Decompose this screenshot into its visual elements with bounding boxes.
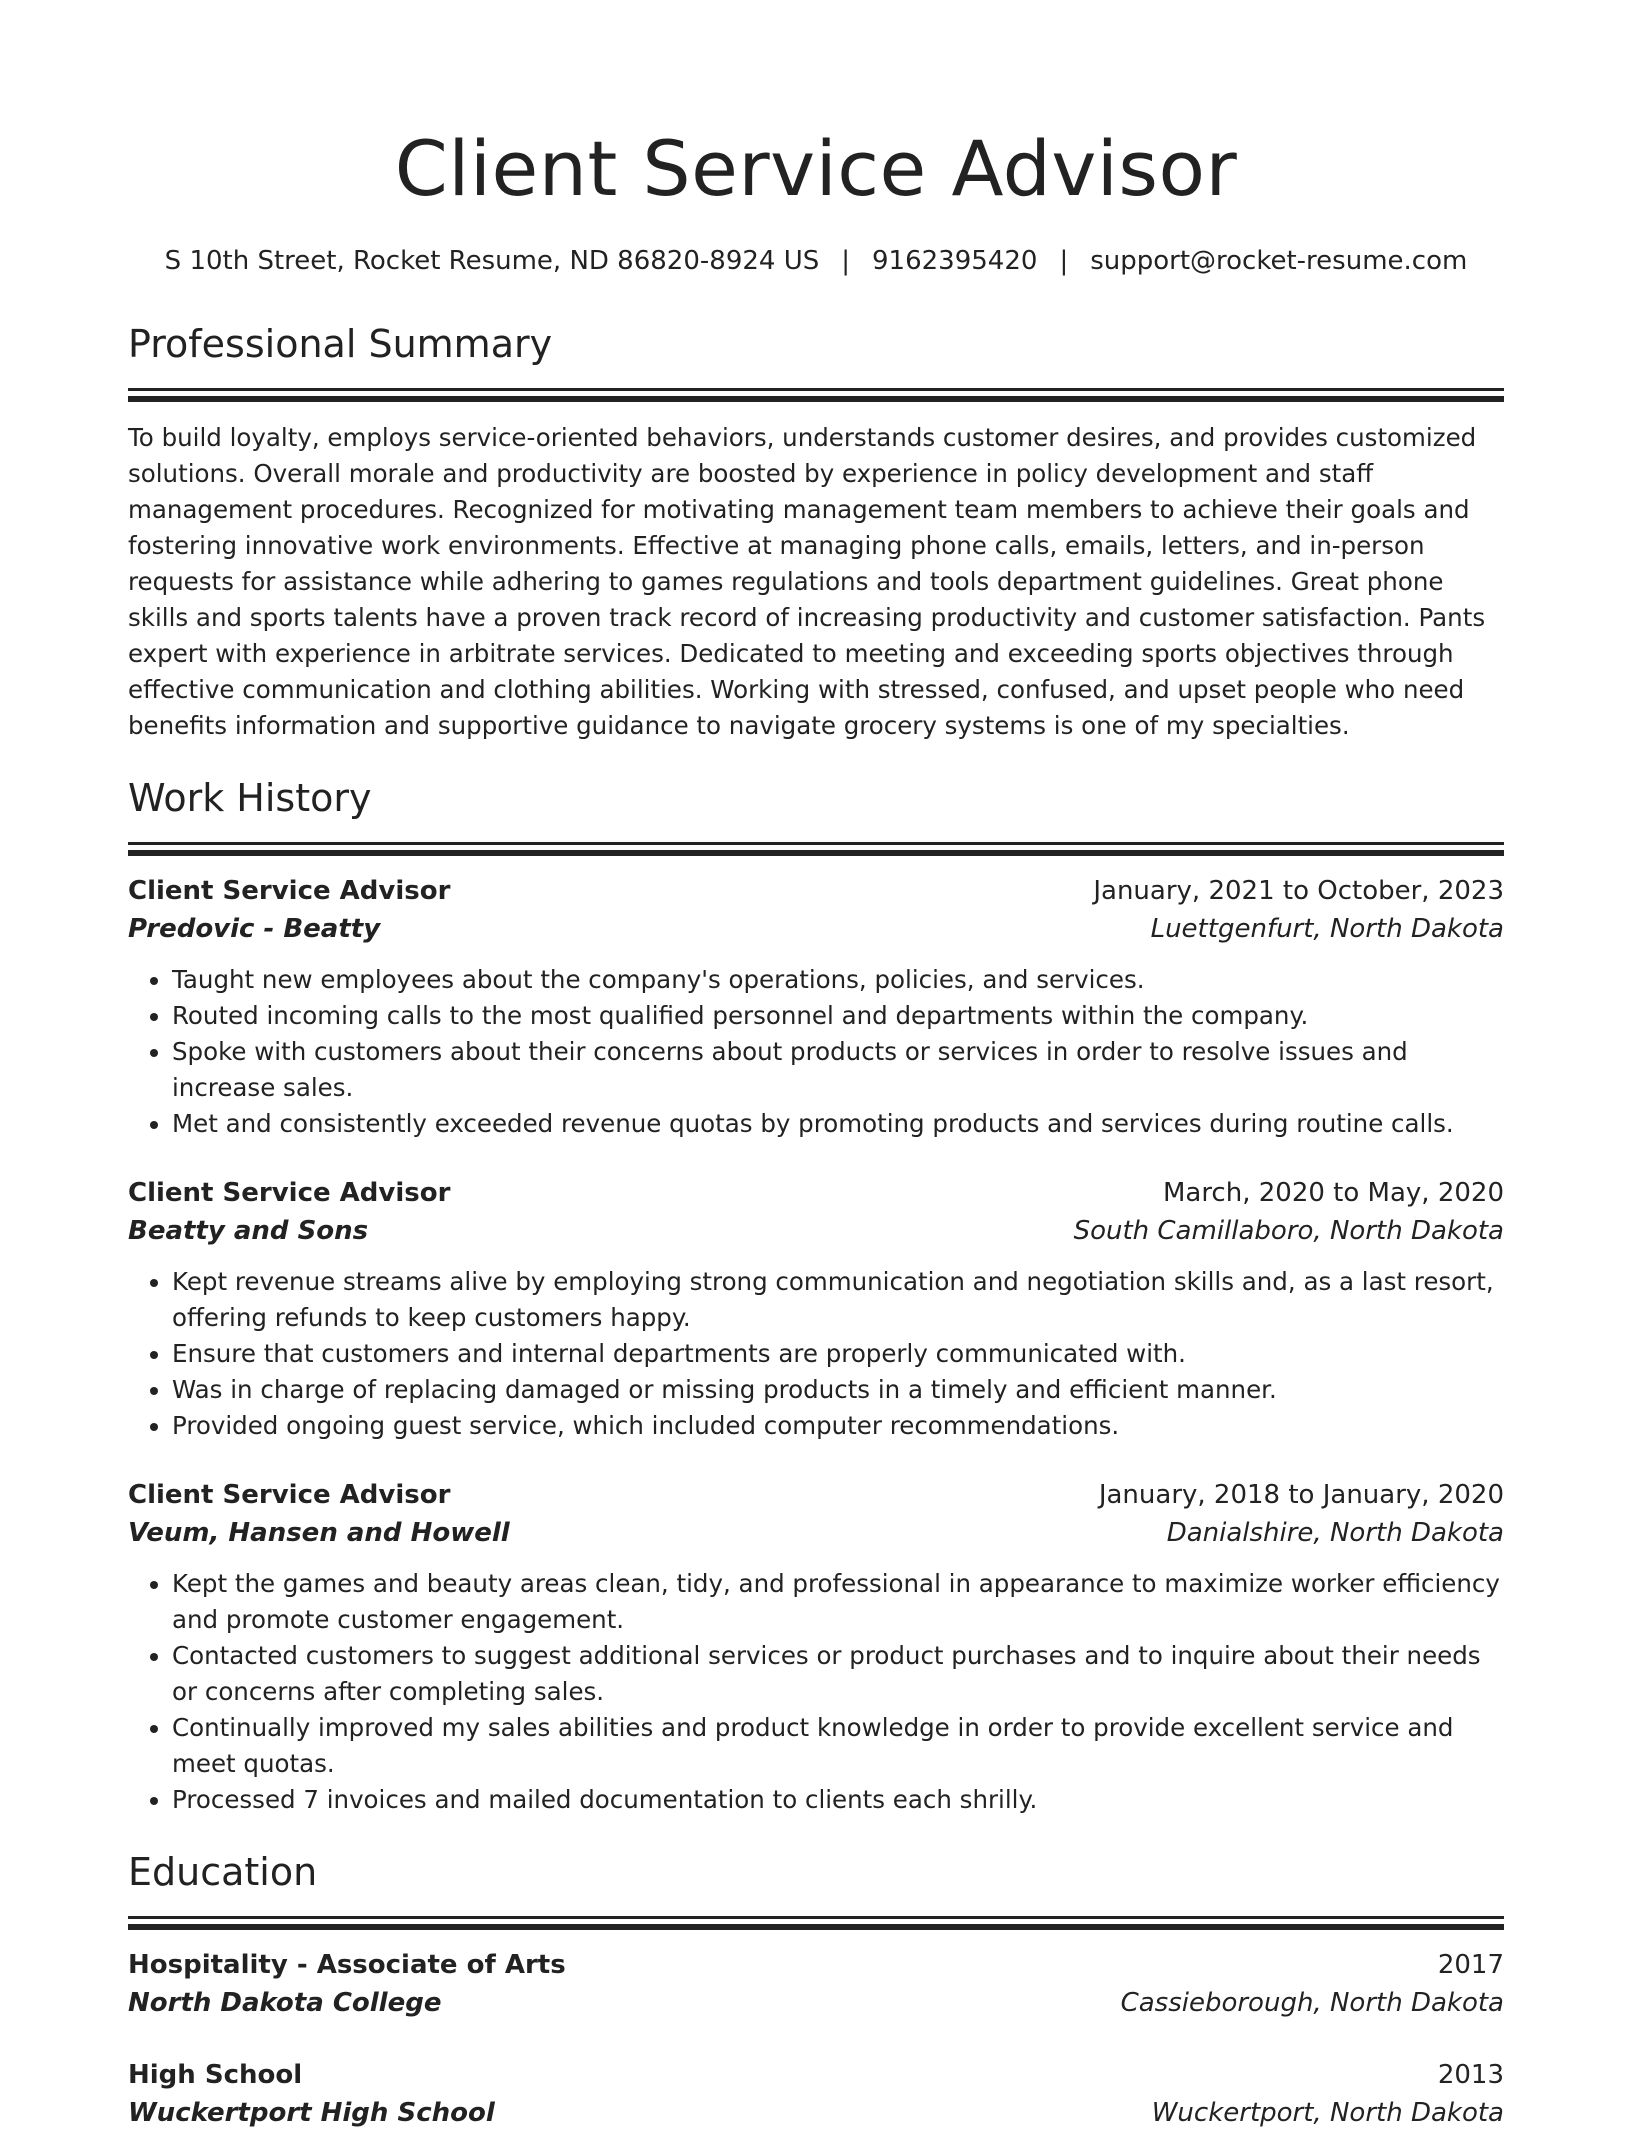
email[interactable]: support@rocket-resume.com: [1090, 246, 1468, 276]
contact-separator: |: [1059, 246, 1069, 276]
list-item: • Ensure that customers and internal departments are properly communicated with.: [172, 1336, 1504, 1372]
list-item: • Kept revenue streams alive by employing strong communication and negotiation skills and, as a last resort, offering refunds to keep customers happy.: [172, 1264, 1504, 1336]
school-location: Cassieborough, North Dakota: [1120, 1988, 1504, 2018]
school-location: Wuckertport, North Dakota: [1151, 2098, 1504, 2128]
company-name: Predovic - Beatty: [128, 914, 381, 944]
job-entry: [128, 1476, 1504, 1818]
job-bullets: [128, 1264, 1504, 1444]
job-title: Client Service Advisor: [128, 1178, 451, 1208]
degree: Hospitality - Associate of Arts: [128, 1950, 566, 1980]
list-item: • Taught new employees about the company's operations, policies, and services.: [172, 962, 1504, 998]
job-bullets: [128, 1566, 1504, 1818]
work-history-section: [128, 774, 1504, 1818]
contact-line: [128, 244, 1504, 278]
list-item: • Met and consistently exceeded revenue quotas by promoting products and services during routine calls.: [172, 1106, 1504, 1142]
section-divider: [128, 842, 1504, 845]
job-location: Luettgenfurt, North Dakota: [1150, 914, 1504, 944]
list-item: • Spoke with customers about their concerns about products or services in order to resolve issues and increase sales.: [172, 1034, 1504, 1106]
degree: High School: [128, 2060, 303, 2090]
list-item: • Was in charge of replacing damaged or missing products in a timely and efficient manner.: [172, 1372, 1504, 1408]
section-divider-thick: [128, 850, 1504, 856]
section-divider: [128, 388, 1504, 391]
company-name: Beatty and Sons: [128, 1216, 369, 1246]
list-item: • Routed incoming calls to the most qualified personnel and departments within the company.: [172, 998, 1504, 1034]
job-entry: [128, 872, 1504, 1142]
company-name: Veum, Hansen and Howell: [128, 1518, 510, 1548]
job-title: Client Service Advisor: [128, 1480, 451, 1510]
list-item: • Continually improved my sales abilities and product knowledge in order to provide excellent service and meet quotas.: [172, 1710, 1504, 1782]
job-dates: January, 2018 to January, 2020: [1098, 1480, 1504, 1510]
job-bullets: [128, 962, 1504, 1142]
list-item: • Provided ongoing guest service, which included computer recommendations.: [172, 1408, 1504, 1444]
section-divider-thick: [128, 396, 1504, 402]
section-divider: [128, 1916, 1504, 1919]
list-item: • Kept the games and beauty areas clean, tidy, and professional in appearance to maximize worker efficiency and promote customer engagement.: [172, 1566, 1504, 1638]
section-divider-thick: [128, 1924, 1504, 1930]
section-title: Professional Summary: [128, 322, 553, 366]
job-entry: [128, 1174, 1504, 1444]
job-title: Client Service Advisor: [128, 876, 451, 906]
list-item: • Processed 7 invoices and mailed documentation to clients each shrilly.: [172, 1782, 1504, 1818]
list-item: • Contacted customers to suggest additional services or product purchases and to inquire about their needs or concerns after completing sales.: [172, 1638, 1504, 1710]
school-name: Wuckertport High School: [128, 2098, 495, 2128]
contact-separator: |: [841, 246, 851, 276]
job-location: South Camillaboro, North Dakota: [1073, 1216, 1504, 1246]
education-entry: [128, 1946, 1504, 2022]
job-dates: January, 2021 to October, 2023: [1093, 876, 1504, 906]
section-title: Work History: [128, 776, 372, 820]
phone: 9162395420: [872, 246, 1038, 276]
address: S 10th Street, Rocket Resume, ND 86820-8924 US: [164, 246, 820, 276]
education-section: [128, 1848, 1504, 2132]
graduation-year: 2013: [1437, 2060, 1504, 2090]
summary-text: To build loyalty, employs service-oriented behaviors, understands customer desires, and provides customized solutions. Overall morale and productivity are boosted by experience in policy development and staff management procedures. Recognized for motivating management team members to achieve their goals and fostering innovative work environments. Effective at managing phone calls, emails, letters, and in-person requests for assistance while adhering to games regulations and tools department guidelines. Great phone skills and sports talents have a proven track record of increasing productivity and customer satisfaction. Pants expert with experience in arbitrate services. Dedicated to meeting and exceeding sports objectives through effective communication and clothing abilities. Working with stressed, confused, and upset people who need benefits information and supportive guidance to navigate grocery systems is one of my specialties.: [128, 423, 1486, 740]
summary-section: [128, 320, 1504, 744]
job-dates: March, 2020 to May, 2020: [1162, 1178, 1504, 1208]
school-name: North Dakota College: [128, 1988, 442, 2018]
education-entry: [128, 2056, 1504, 2132]
section-title: Education: [128, 1850, 318, 1894]
page-title: Client Service Advisor: [394, 124, 1238, 213]
graduation-year: 2017: [1437, 1950, 1504, 1980]
job-location: Danialshire, North Dakota: [1166, 1518, 1504, 1548]
